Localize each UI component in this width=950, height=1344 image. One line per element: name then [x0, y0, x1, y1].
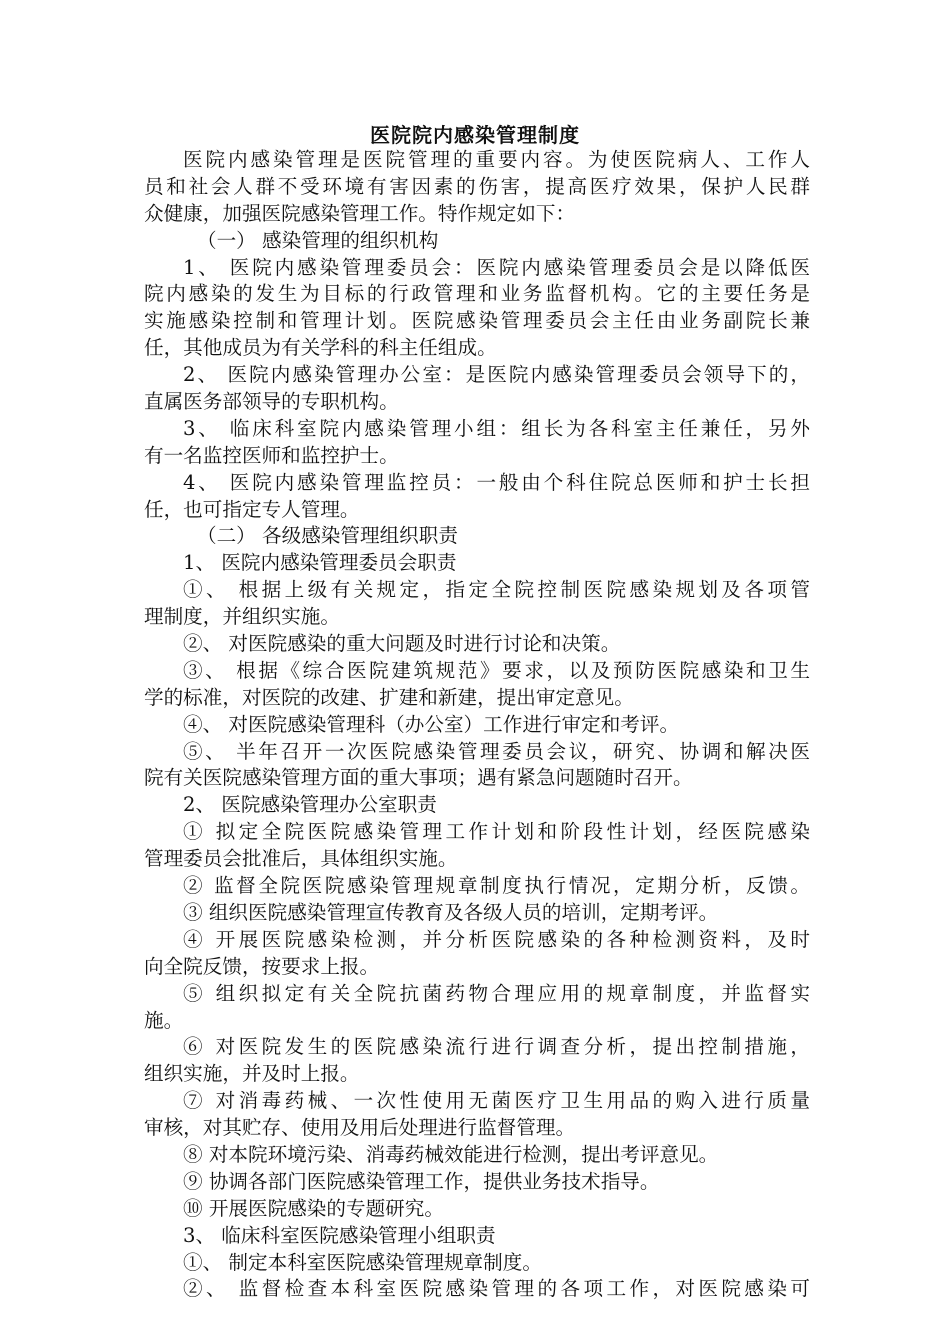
text-line: 2、 医院感染管理办公室职责 [183, 793, 437, 817]
text-line: 审核，对其贮存、使用及用后处理进行监督管理。 [144, 1116, 576, 1140]
text-line: 直属医务部领导的专职机构。 [144, 390, 399, 414]
text-line: ①、 根据上级有关规定，指定全院控制医院感染规划及各项管 [183, 578, 810, 602]
text-line: （一） 感染管理的组织机构 [197, 228, 439, 252]
text-line: ③ 组织医院感染管理宣传教育及各级人员的培训，定期考评。 [183, 900, 719, 924]
text-line: 3、 临床科室院内感染管理小组：组长为各科室主任兼任，另外 [183, 416, 810, 440]
text-line: ⑦ 对消毒药械、一次性使用无菌医疗卫生用品的购入进行质量 [183, 1089, 810, 1113]
text-line: （二） 各级感染管理组织职责 [197, 524, 458, 548]
text-line: ⑧ 对本院环境污染、消毒药械效能进行检测，提出考评意见。 [183, 1142, 719, 1166]
text-line: 向全院反馈，按要求上报。 [144, 954, 380, 978]
text-line: 1、 医院内感染管理委员会：医院内感染管理委员会是以降低医 [183, 255, 810, 279]
text-line: ②、 对医院感染的重大问题及时进行讨论和决策。 [183, 632, 621, 656]
text-line: 院内感染的发生为目标的行政管理和业务监督机构。它的主要任务是 [144, 282, 810, 306]
text-line: ⑨ 协调各部门医院感染管理工作，提供业务技术指导。 [183, 1169, 660, 1193]
text-line: ⑤、 半年召开一次医院感染管理委员会议，研究、协调和解决医 [183, 739, 810, 763]
text-line: 众健康，加强医院感染管理工作。特作规定如下： [144, 201, 576, 225]
text-line: 理制度，并组织实施。 [144, 605, 340, 629]
text-line: 学的标准，对医院的改建、扩建和新建，提出审定意见。 [144, 685, 634, 709]
text-line: 实施感染控制和管理计划。医院感染管理委员会主任由业务副院长兼 [144, 309, 810, 333]
text-line: 任，也可指定专人管理。 [144, 497, 360, 521]
text-line: ②、 监督检查本科室医院感染管理的各项工作，对医院感染可 [183, 1277, 810, 1301]
text-line: ② 监督全院医院感染管理规章制度执行情况，定期分析，反馈。 [183, 874, 810, 898]
text-line: 有一名监控医师和监控护士。 [144, 443, 399, 467]
text-line: ① 拟定全院医院感染管理工作计划和阶段性计划，经医院感染 [183, 820, 810, 844]
text-line: 3、 临床科室医院感染管理小组职责 [183, 1223, 496, 1247]
text-line: ⑩ 开展医院感染的专题研究。 [183, 1196, 444, 1220]
text-line: 组织实施，并及时上报。 [144, 1062, 360, 1086]
text-line: ⑥ 对医院发生的医院感染流行进行调查分析，提出控制措施， [183, 1035, 810, 1059]
document-body [144, 147, 810, 1303]
text-line: ③、 根据《综合医院建筑规范》要求，以及预防医院感染和卫生 [183, 658, 810, 682]
text-line: 任，其他成员为有关学科的科主任组成。 [144, 336, 497, 360]
text-line: ①、 制定本科室医院感染管理规章制度。 [183, 1250, 542, 1274]
text-line: ④、 对医院感染管理科（办公室）工作进行审定和考评。 [183, 712, 680, 736]
text-line: 医院内感染管理是医院管理的重要内容。为使医院病人、工作人 [183, 148, 810, 171]
text-line: 管理委员会批准后，具体组织实施。 [144, 847, 458, 871]
text-line: 施。 [144, 1008, 184, 1032]
text-line: ④ 开展医院感染检测，并分析医院感染的各种检测资料，及时 [183, 927, 810, 951]
text-line: ⑤ 组织拟定有关全院抗菌药物合理应用的规章制度，并监督实 [183, 981, 810, 1005]
text-line: 2、 医院内感染管理办公室：是医院内感染管理委员会领导下的， [183, 363, 810, 387]
text-line: 院有关医院感染管理方面的重大事项；遇有紧急问题随时召开。 [144, 766, 693, 790]
text-line: 4、 医院内感染管理监控员：一般由个科住院总医师和护士长担 [183, 470, 810, 494]
document-title: 医院院内感染管理制度 [370, 123, 580, 147]
text-line: 1、 医院内感染管理委员会职责 [183, 551, 457, 575]
text-line: 员和社会人群不受环境有害因素的伤害，提高医疗效果，保护人民群 [144, 174, 810, 198]
